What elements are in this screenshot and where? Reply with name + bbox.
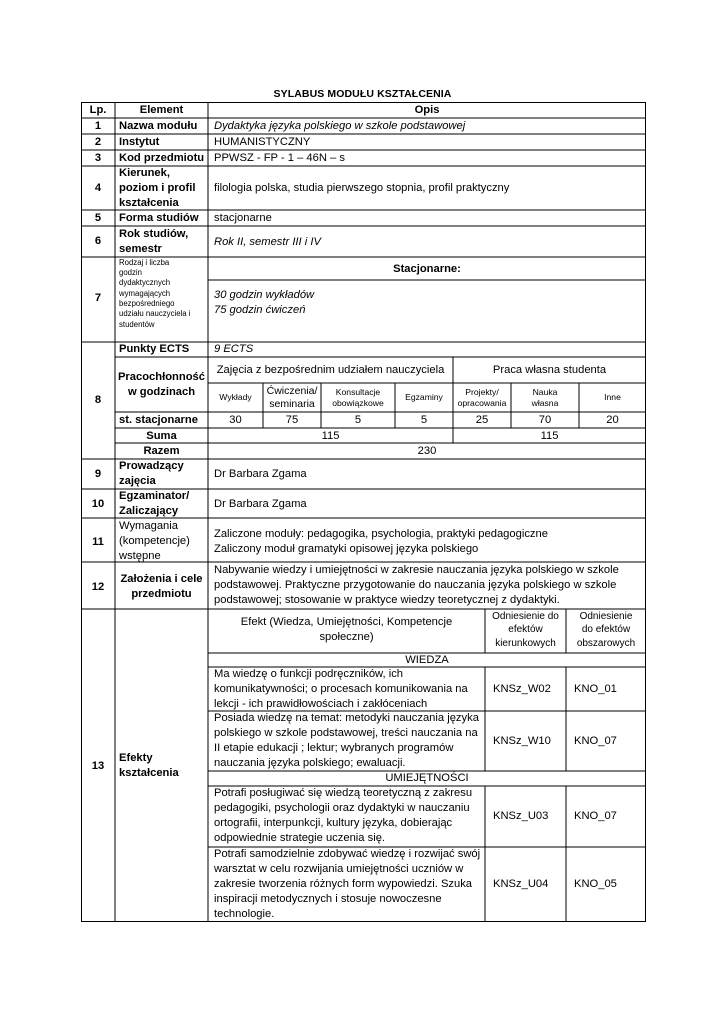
workload-label-line1: Pracochłonność xyxy=(117,371,206,383)
header-lp: Lp. xyxy=(89,104,107,116)
col-header-cwiczenia-line1: Ćwiczenia/ xyxy=(266,385,318,397)
row9-label-line2: zajęcia xyxy=(119,475,156,487)
col-header-egzaminy: Egzaminy xyxy=(405,392,443,402)
section-wiedza: WIEDZA xyxy=(405,654,449,666)
effect1-kier: KNSz_W02 xyxy=(493,683,551,695)
sum-self-value: 115 xyxy=(540,430,559,442)
contact-hours-group-header: Zajęcia z bezpośrednim udziałem nauczyciela xyxy=(216,364,445,376)
header-element: Element xyxy=(139,104,184,116)
st-value-cwiczenia: 75 xyxy=(285,414,299,426)
effect3-line4: odpowiednie strategie uczenia się. xyxy=(214,832,386,844)
row1-number: 1 xyxy=(94,120,102,132)
row12-label-line2: przedmiotu xyxy=(131,588,192,600)
row9-label-line1: Prowadzący xyxy=(119,460,184,472)
row4-number: 4 xyxy=(94,182,102,194)
col-header-konsultacje-line2: obowiązkowe xyxy=(332,398,384,408)
col-header-nauka-line1: Nauka xyxy=(532,387,558,397)
obsz-col-header-line1: Odniesienie xyxy=(579,611,633,622)
effect2-obsz: KNO_07 xyxy=(574,735,617,747)
self-study-group-header: Praca własna studenta xyxy=(492,364,607,376)
effect1-obsz: KNO_01 xyxy=(574,683,617,695)
module-name-value: Dydaktyka języka polskiego w szkole podstawowej xyxy=(214,120,466,132)
effect4-line4: inspiracji metodycznych i stosuje nowoczesne xyxy=(214,893,442,905)
st-value-egzaminy: 5 xyxy=(420,414,428,426)
row7-label-line6: udziału nauczyciela i xyxy=(119,309,191,318)
row6-label-line2: semestr xyxy=(119,243,162,255)
row4-label-line3: kształcenia xyxy=(119,197,179,209)
course-code-value: PPWSZ - FP - 1 – 46N – s xyxy=(214,152,345,164)
institute-value: HUMANISTYCZNY xyxy=(214,136,311,148)
effect4-line3: zakresie tworzenia różnych form wypowiedzi. Szuka xyxy=(214,878,473,890)
hours-lecture-value: 30 godzin wykładów xyxy=(214,289,315,301)
effect1-line1: Ma wiedzę o funkcji podręczników, ich xyxy=(214,668,404,680)
requirements-line2: Zaliczony moduł gramatyki opisowej języka polskiego xyxy=(214,543,479,555)
row1-label: Nazwa modułu xyxy=(119,120,198,132)
section-umiejetnosci: UMIEJĘTNOŚCI xyxy=(385,772,469,784)
col-header-konsultacje-line1: Konsultacje xyxy=(335,387,381,397)
document-title: SYLABUS MODUŁU KSZTAŁCENIA xyxy=(273,88,452,100)
row11-label-line2: (kompetencje) xyxy=(119,535,190,547)
total-value: 230 xyxy=(417,445,437,457)
effect2-line4: nauczania języka polskiego; ewaluacji. xyxy=(214,757,406,769)
row10-label-line2: Zaliczający xyxy=(119,505,179,517)
kier-col-header-line2: efektów xyxy=(508,624,543,635)
row10-label-line1: Egzaminator/ xyxy=(119,490,190,502)
effect3-obsz: KNO_07 xyxy=(574,810,617,822)
row4-label-line2: poziom i profil xyxy=(119,182,196,194)
effects-col-header-line2: społeczne) xyxy=(319,631,374,643)
st-value-wyklady: 30 xyxy=(229,414,242,426)
hours-exercise-value: 75 godzin ćwiczeń xyxy=(214,304,306,316)
ects-value: 9 ECTS xyxy=(214,343,254,355)
col-header-wyklady: Wykłady xyxy=(219,392,252,402)
sum-contact-value: 115 xyxy=(321,430,340,442)
row3-label: Kod przedmiotu xyxy=(119,152,205,164)
effect2-kier: KNSz_W10 xyxy=(493,735,551,747)
row13-number: 13 xyxy=(91,760,105,772)
effects-col-header-line1: Efekt (Wiedza, Umiejętności, Kompetencje xyxy=(240,616,453,628)
row4-label-line1: Kierunek, xyxy=(119,167,170,179)
row7-label-line2: godzin xyxy=(119,268,142,277)
row11-number: 11 xyxy=(92,536,104,548)
sum-label: Suma xyxy=(146,430,177,442)
kier-col-header-line3: kierunkowych xyxy=(495,638,556,649)
col-header-projekty-line1: Projekty/ xyxy=(465,387,499,397)
workload-label-line2: w godzinach xyxy=(127,386,196,398)
study-form-value: stacjonarne xyxy=(214,212,272,224)
row7-label-line1: Rodzaj i liczba xyxy=(119,258,170,267)
total-label: Razem xyxy=(143,445,180,457)
obsz-col-header-line3: obszarowych xyxy=(576,638,636,649)
header-opis: Opis xyxy=(414,104,440,116)
effect2-line1: Posiada wiedzę na temat: metodyki nauczania języka xyxy=(214,712,479,724)
row10-number: 10 xyxy=(91,498,105,510)
row11-label-line1: Wymagania xyxy=(119,520,178,532)
objectives-line2: podstawowej. Praktyczne przygotowanie do nauczania języka polskiego w szkole xyxy=(214,579,617,591)
row5-number: 5 xyxy=(94,212,102,224)
effect3-line2: pedagogiki, psychologii oraz dydaktyki w nauczaniu xyxy=(214,802,470,814)
st-value-nauka: 70 xyxy=(538,414,552,426)
row7-label-line3: dydaktycznych xyxy=(119,278,171,287)
row6-number: 6 xyxy=(94,235,102,247)
lecturer-value: Dr Barbara Zgama xyxy=(214,468,307,480)
year-semester-value: Rok II, semestr III i IV xyxy=(214,236,321,248)
st-value-inne: 20 xyxy=(606,414,619,426)
effect4-obsz: KNO_05 xyxy=(574,878,617,890)
effect1-line2: komunikatywności; o procesach komunikowania na xyxy=(214,683,468,695)
row7-label-line5: bezpośredniego xyxy=(119,299,175,308)
st-value-konsultacje: 5 xyxy=(354,414,362,426)
row6-label-line1: Rok studiów, xyxy=(119,228,189,240)
row7-label-line4: wymagających xyxy=(119,289,171,298)
effect2-line2: polskiego w szkole podstawowej, treści nauczania na xyxy=(214,727,478,739)
col-header-cwiczenia-line2: seminaria xyxy=(269,398,315,410)
row7-label-line7: studentów xyxy=(119,320,155,329)
effect4-line2: warsztat w celu rozwijania umiejętności uczniów w xyxy=(214,863,464,875)
effect4-kier: KNSz_U04 xyxy=(493,878,549,890)
col-header-projekty-line2: opracowania xyxy=(457,398,507,408)
examiner-value: Dr Barbara Zgama xyxy=(214,498,307,510)
col-header-nauka-line2: własna xyxy=(531,398,559,408)
effect3-line3: ortografii, interpunkcji, kultury języka, dobierając xyxy=(214,817,453,829)
row9-number: 9 xyxy=(94,468,102,480)
row13-label-line1: Efekty xyxy=(119,752,153,764)
effect2-line3: II etapie edukacji ; lektur; wybranych programów xyxy=(214,742,454,754)
row2-label: Instytut xyxy=(119,136,160,148)
obsz-col-header-line2: do efektów xyxy=(581,624,631,635)
row5-label: Forma studiów xyxy=(119,212,199,224)
effect1-line3: lekcji - ich prawidłowościach i zakłóceniach xyxy=(214,698,428,710)
syllabus-table xyxy=(81,102,646,922)
objectives-line1: Nabywanie wiedzy i umiejętności w zakresie nauczania języka polskiego w szkole xyxy=(214,564,619,576)
stacjonarne-heading: Stacjonarne: xyxy=(393,263,461,275)
effect3-kier: KNSz_U03 xyxy=(493,810,549,822)
row2-number: 2 xyxy=(94,136,102,148)
row12-label-line1: Założenia i cele xyxy=(120,573,203,585)
objectives-line3: podstawowej; stosowanie w praktyce wiedzy teoretycznej z dydaktyki. xyxy=(214,594,560,606)
row8-number: 8 xyxy=(94,394,102,406)
row13-label-line2: kształcenia xyxy=(119,767,179,779)
row11-label-line3: wstępne xyxy=(119,550,161,562)
st-value-projekty: 25 xyxy=(475,414,489,426)
requirements-line1: Zaliczone moduły: pedagogika, psychologia, praktyki pedagogiczne xyxy=(214,528,548,540)
row12-number: 12 xyxy=(91,581,105,593)
field-of-study-value: filologia polska, studia pierwszego stopnia, profil praktyczny xyxy=(214,182,510,194)
effect4-line1: Potrafi samodzielnie zdobywać wiedzę i rozwijać swój xyxy=(214,848,481,860)
st-stacjonarne-label: st. stacjonarne xyxy=(119,414,198,426)
row7-number: 7 xyxy=(94,292,102,304)
row3-number: 3 xyxy=(94,152,102,164)
effect4-line5: technologie. xyxy=(214,908,275,920)
kier-col-header-line1: Odniesienie do xyxy=(492,611,559,622)
effect3-line1: Potrafi posługiwać się wiedzą teoretyczną z zakresu xyxy=(214,787,473,799)
ects-label: Punkty ECTS xyxy=(119,343,190,355)
col-header-inne: Inne xyxy=(604,392,621,402)
